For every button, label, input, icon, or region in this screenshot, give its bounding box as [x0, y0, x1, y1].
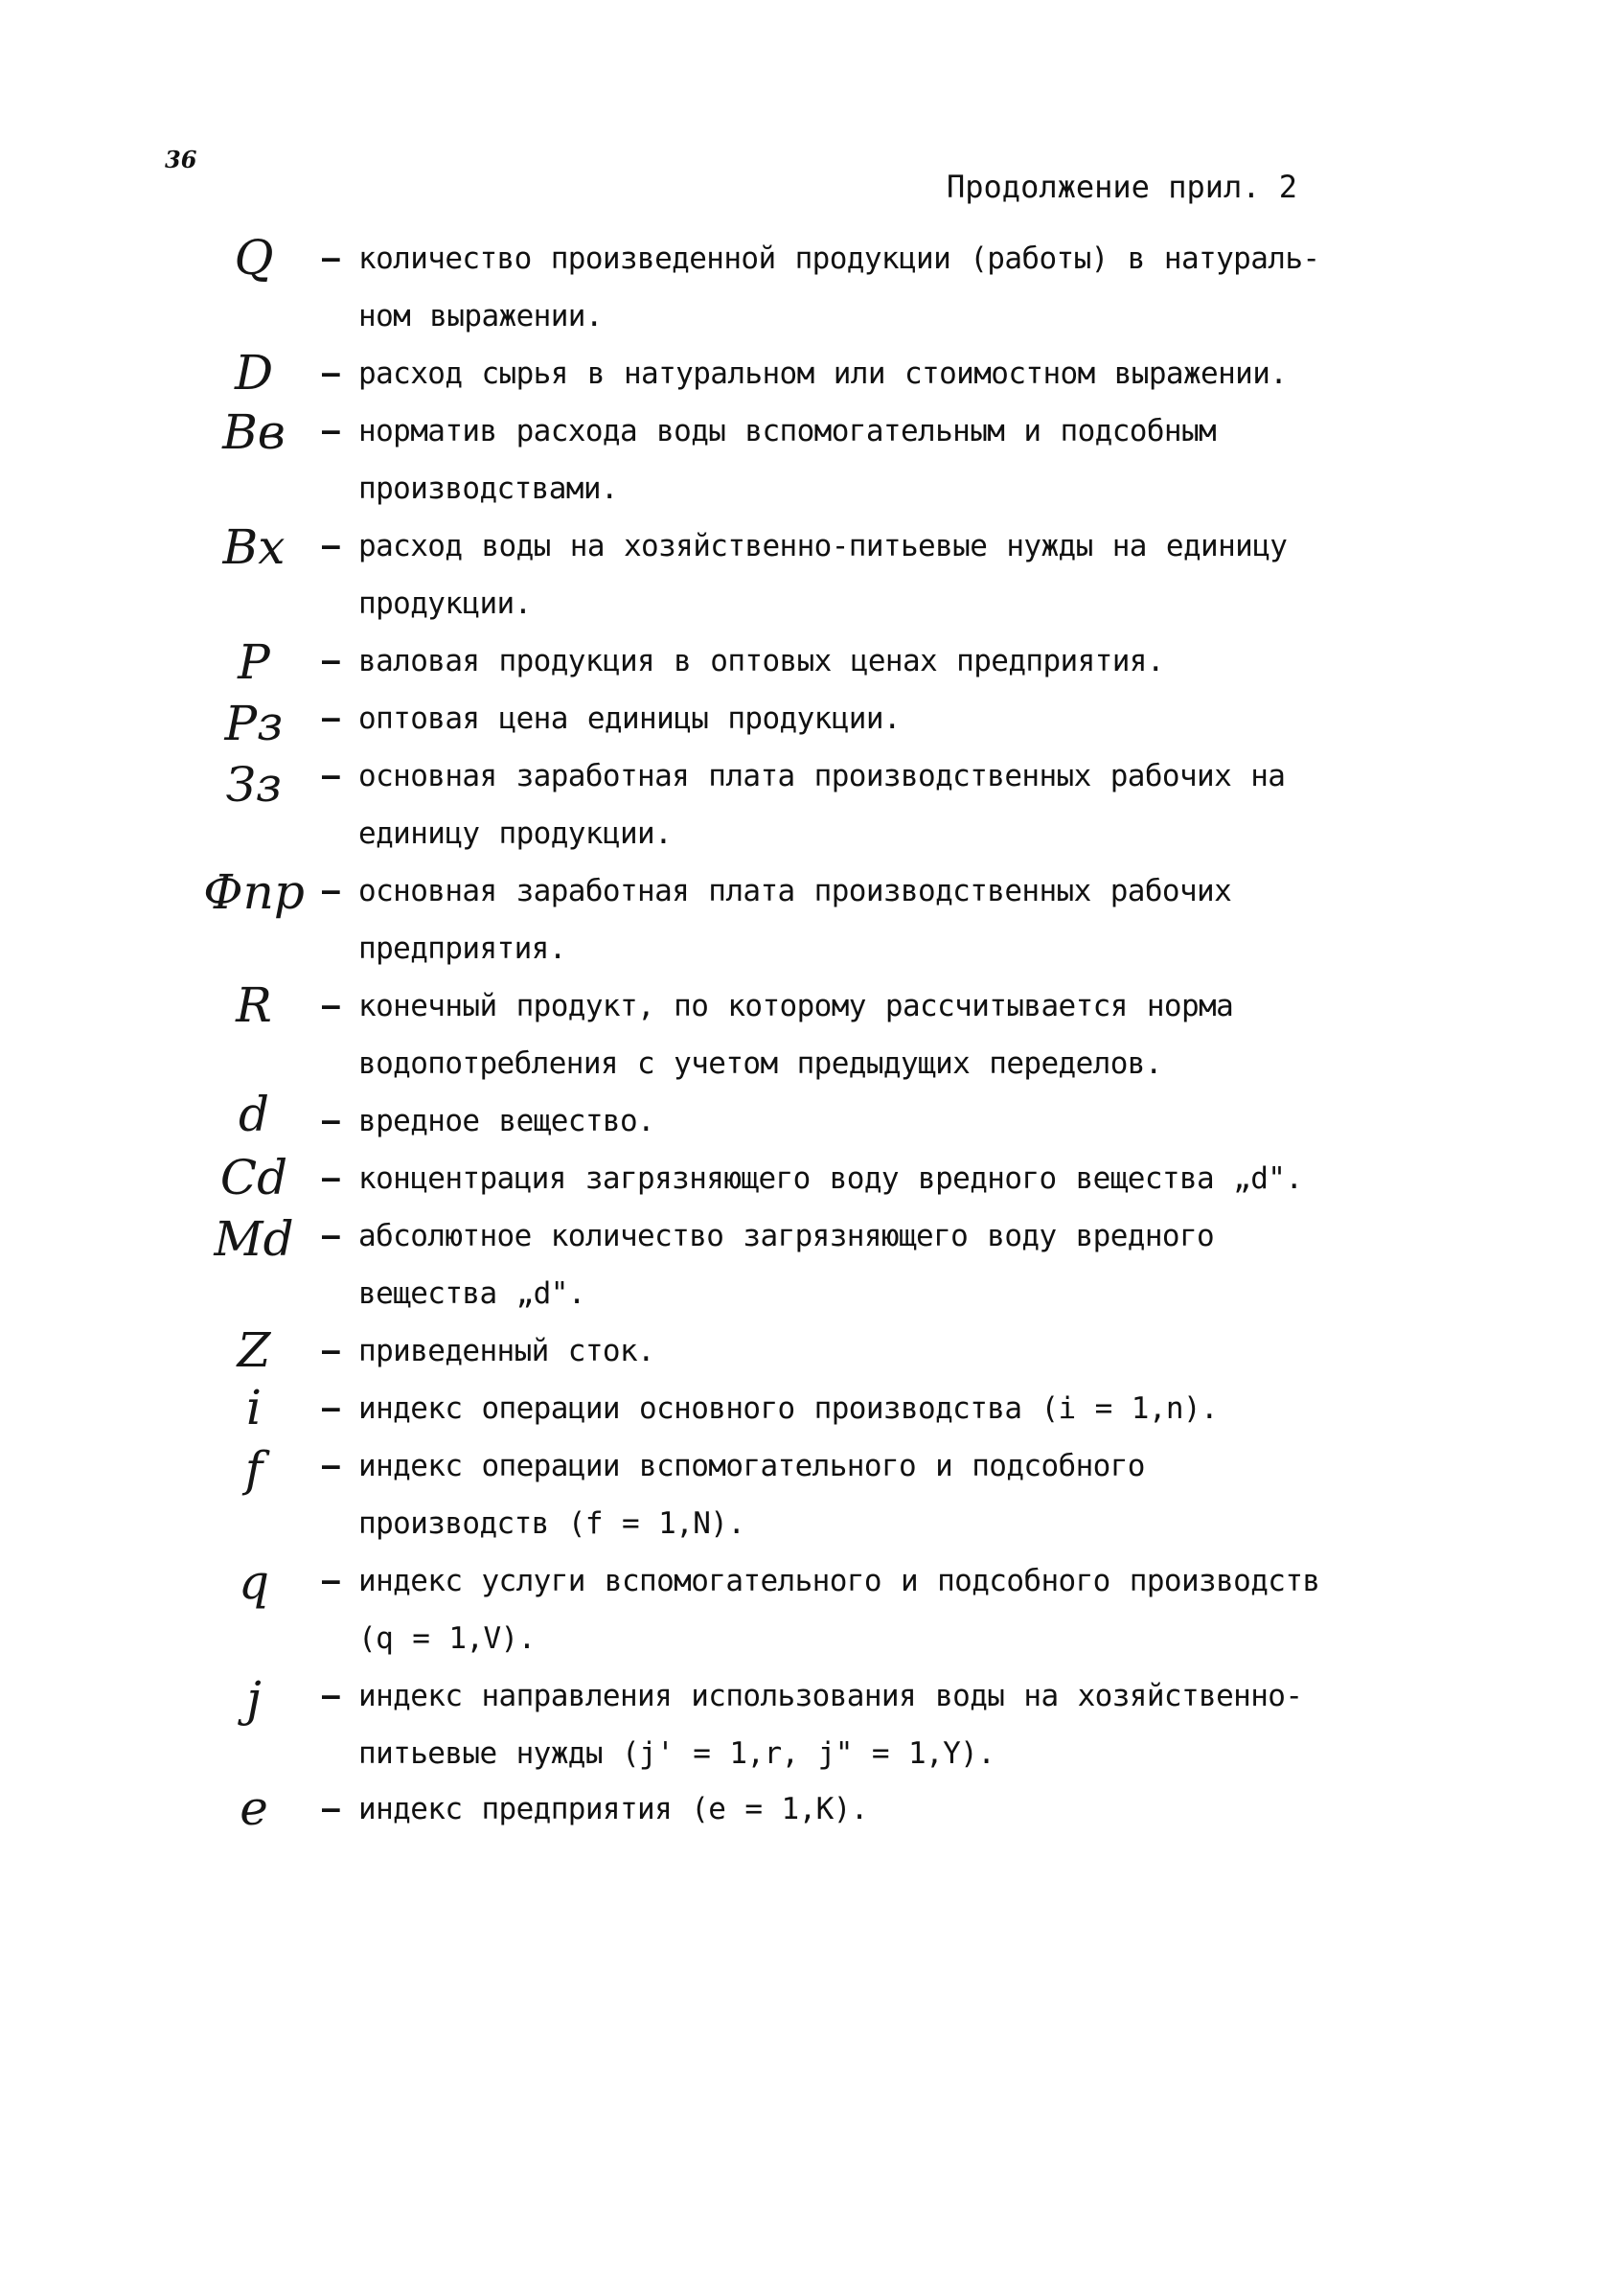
dash: – — [322, 529, 340, 563]
description: индекс услуги вспомогательного и подсобного производств (q = 1,V). — [358, 1564, 1320, 1656]
dash: – — [322, 356, 340, 391]
description: расход сырья в натуральном или стоимостном выражении. — [358, 356, 1288, 391]
dash: – — [322, 1792, 340, 1826]
dash: – — [322, 874, 340, 908]
description: индекс операции основного производства (i = 1,n). — [358, 1391, 1219, 1426]
symbol-q: q — [238, 1554, 269, 1610]
dash: – — [322, 1449, 340, 1483]
symbol-Pz: Pз — [224, 696, 284, 751]
symbol-Zz: Зз — [225, 757, 283, 813]
continuation-heading: Продолжение прил. 2 — [947, 169, 1298, 205]
symbol-Md: Md — [214, 1211, 294, 1267]
symbol-Bx: Bх — [222, 519, 286, 575]
symbol-j: j — [246, 1671, 262, 1727]
symbol-d: d — [238, 1087, 269, 1142]
dash: – — [322, 1219, 340, 1253]
dash: – — [322, 759, 340, 793]
description: норматив расхода воды вспомогательным и подсобным производствами. — [358, 414, 1217, 506]
dash: – — [322, 1391, 340, 1426]
symbol-e: e — [240, 1780, 268, 1836]
symbol-R: R — [236, 977, 272, 1033]
description: индекс направления использования воды на хозяйственно- питьевые нужды (j' = 1,r, j" = 1,Y). — [358, 1679, 1303, 1771]
dash: – — [322, 1104, 340, 1138]
symbol-Z: Z — [237, 1322, 271, 1378]
description: концентрация загрязняющего воду вредного вещества „d". — [358, 1161, 1303, 1196]
dash: – — [322, 644, 340, 678]
dash: – — [322, 1161, 340, 1196]
dash: – — [322, 989, 340, 1023]
symbol-f: f — [244, 1441, 263, 1497]
symbol-D: D — [234, 345, 274, 401]
symbol-Cd: Cd — [219, 1150, 288, 1205]
description: приведенный сток. — [358, 1334, 655, 1368]
description: абсолютное количество загрязняющего воду вредного вещества „d". — [358, 1219, 1215, 1311]
symbol-Q: Q — [234, 230, 274, 286]
dash: – — [322, 1679, 340, 1713]
description: индекс операции вспомогательного и подсобного производств (f = 1,N). — [358, 1449, 1145, 1541]
description: основная заработная плата производственных рабочих предприятия. — [358, 874, 1232, 966]
symbol-Bv: Bв — [222, 404, 286, 460]
description: количество произведенной продукции (работы) в натураль- ном выражении. — [358, 241, 1320, 333]
description: валовая продукция в оптовых ценах предприятия. — [358, 644, 1164, 678]
dash: – — [322, 414, 340, 448]
description: вредное вещество. — [358, 1104, 655, 1138]
dash: – — [322, 1564, 340, 1598]
symbol-i: i — [246, 1380, 262, 1435]
symbol-Fpr: Фпр — [203, 864, 305, 920]
description: конечный продукт, по которому рассчитывается норма водопотребления с учетом предыдущих переделов. — [358, 989, 1234, 1081]
description: основная заработная плата производственных рабочих на единицу продукции. — [358, 759, 1286, 851]
description: оптовая цена единицы продукции. — [358, 701, 901, 736]
description: индекс предприятия (e = 1,K). — [358, 1792, 868, 1826]
page-number: 36 — [165, 146, 197, 173]
dash: – — [322, 701, 340, 736]
symbol-P: P — [238, 634, 270, 690]
dash: – — [322, 1334, 340, 1368]
description: расход воды на хозяйственно-питьевые нужды на единицу продукции. — [358, 529, 1288, 621]
dash: – — [322, 241, 340, 276]
